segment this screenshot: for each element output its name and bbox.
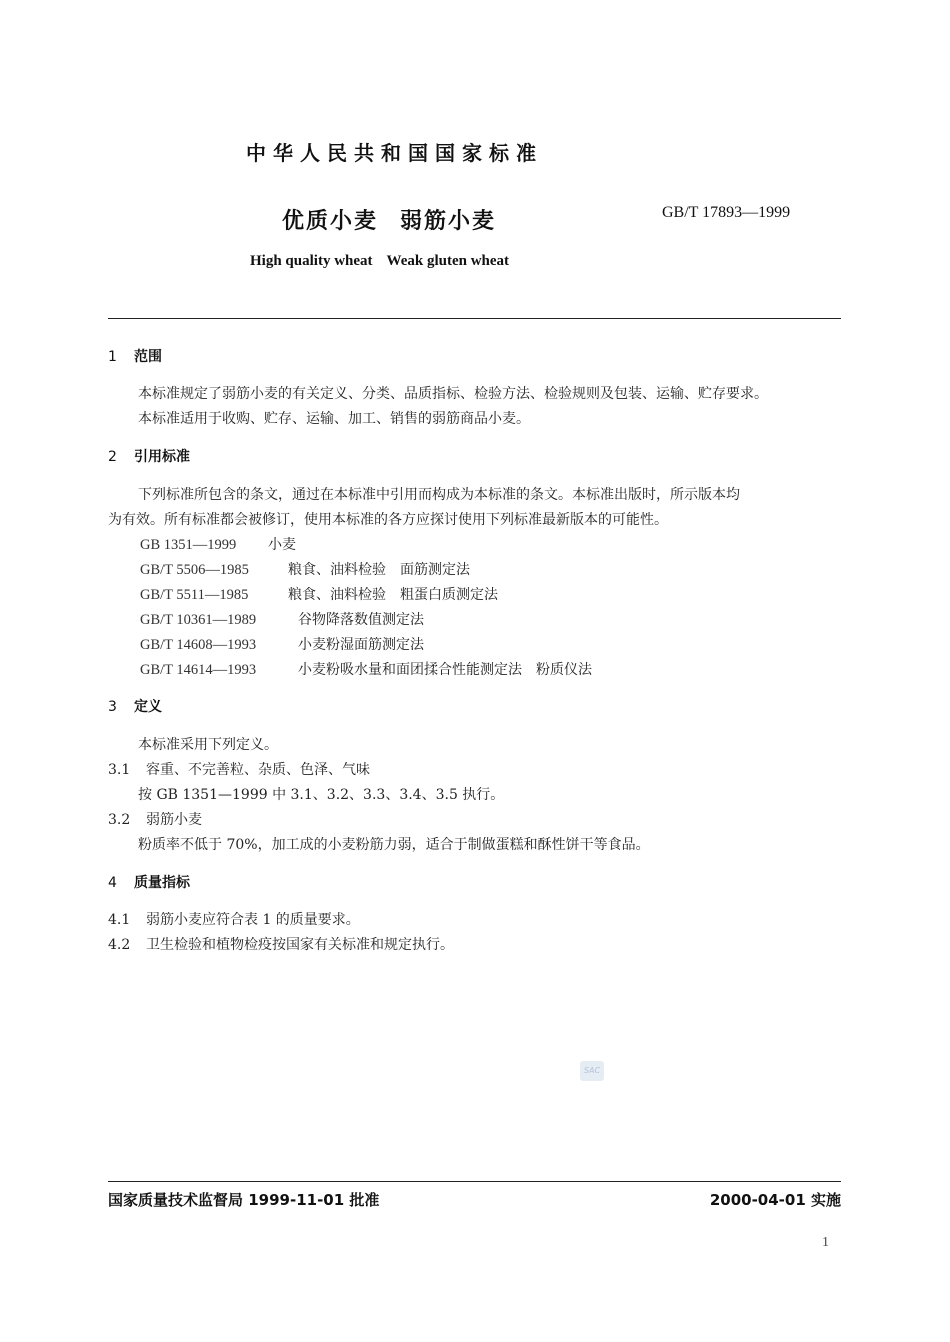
paragraph: 为有效。所有标准都会被修订，使用本标准的各方应探讨使用下列标准最新版本的可能性。 [108, 512, 668, 528]
reference-code: GB/T 14614—1993 [140, 662, 257, 678]
reference-title: 小麦粉湿面筋测定法 [298, 637, 424, 653]
paragraph: 下列标准所包含的条文，通过在本标准中引用而构成为本标准的条文。本标准出版时，所示版本均 [138, 487, 740, 503]
reference-item [140, 534, 296, 554]
quality-clause [108, 934, 454, 954]
clause-number: 4.1 [108, 912, 131, 928]
reference-code: GB/T 5511—1985 [140, 587, 249, 603]
section-number: 4 [108, 875, 117, 891]
reference-code: GB 1351—1999 [140, 537, 237, 553]
reference-code: GB/T 14608—1993 [140, 637, 257, 653]
sac-watermark: SAC [580, 1061, 604, 1081]
section-title: 范围 [134, 349, 162, 365]
definition-text: 粉质率不低于 70%，加工成的小麦粉筋力弱，适合于制做蛋糕和酥性饼干等食品。 [138, 837, 650, 853]
reference-item [140, 659, 592, 679]
clause-text: 弱筋小麦应符合表 1 的质量要求。 [146, 912, 360, 928]
document-title-en [250, 253, 509, 270]
section-2-heading [108, 446, 190, 466]
paragraph: 本标准规定了弱筋小麦的有关定义、分类、品质指标、检验方法、检验规则及包装、运输、贮存要求。 [138, 386, 768, 402]
clause-number: 4.2 [108, 937, 131, 953]
section-number: 3 [108, 699, 117, 715]
reference-title: 谷物降落数值测定法 [298, 612, 424, 628]
section-number: 2 [108, 449, 117, 465]
reference-item [140, 609, 424, 629]
definition-text: 按 GB 1351—1999 中 3.1、3.2、3.3、3.4、3.5 执行。 [138, 787, 505, 803]
page-number: 1 [822, 1235, 829, 1250]
reference-item [140, 559, 470, 579]
clause-number: 3.2 [108, 812, 131, 828]
reference-item [140, 634, 424, 654]
section-3-heading [108, 696, 162, 716]
term-text: 容重、不完善粒、杂质、色泽、气味 [146, 762, 370, 778]
term-text: 弱筋小麦 [146, 812, 202, 828]
reference-item [140, 584, 498, 604]
quality-clause [108, 909, 360, 929]
header-divider [108, 318, 841, 319]
reference-title: 小麦粉吸水量和面团揉合性能测定法 粉质仪法 [298, 662, 592, 678]
national-standard-heading: 中华人民共和国国家标准 [246, 141, 543, 165]
title-en-part2: Weak gluten wheat [386, 253, 510, 269]
definition-term [108, 759, 370, 779]
paragraph: 本标准采用下列定义。 [138, 737, 278, 753]
clause-number: 3.1 [108, 762, 131, 778]
section-4-heading [108, 872, 190, 892]
footer-divider [108, 1181, 841, 1182]
title-cn-part1: 优质小麦 [282, 209, 379, 234]
paragraph: 本标准适用于收购、贮存、运输、加工、销售的弱筋商品小麦。 [138, 411, 530, 427]
reference-title: 小麦 [268, 537, 296, 553]
clause-text: 卫生检验和植物检疫按国家有关标准和规定执行。 [146, 937, 454, 953]
section-1-heading [108, 346, 162, 366]
section-number: 1 [108, 349, 117, 365]
section-title: 质量指标 [134, 875, 190, 891]
definition-term [108, 809, 202, 829]
approval-line: 国家质量技术监督局 1999-11-01 批准 [108, 1191, 380, 1209]
title-cn-part2: 弱筋小麦 [400, 209, 497, 234]
reference-code: GB/T 10361—1989 [140, 612, 257, 628]
implementation-line: 2000-04-01 实施 [709, 1191, 841, 1209]
reference-title: 粮食、油料检验 面筋测定法 [288, 562, 470, 578]
standard-number: GB/T 17893—1999 [662, 204, 791, 221]
reference-code: GB/T 5506—1985 [140, 562, 249, 578]
section-title: 引用标准 [134, 449, 190, 465]
reference-title: 粮食、油料检验 粗蛋白质测定法 [288, 587, 498, 603]
title-en-part1: High quality wheat [250, 253, 373, 269]
section-title: 定义 [134, 699, 162, 715]
document-title-cn [282, 204, 496, 235]
